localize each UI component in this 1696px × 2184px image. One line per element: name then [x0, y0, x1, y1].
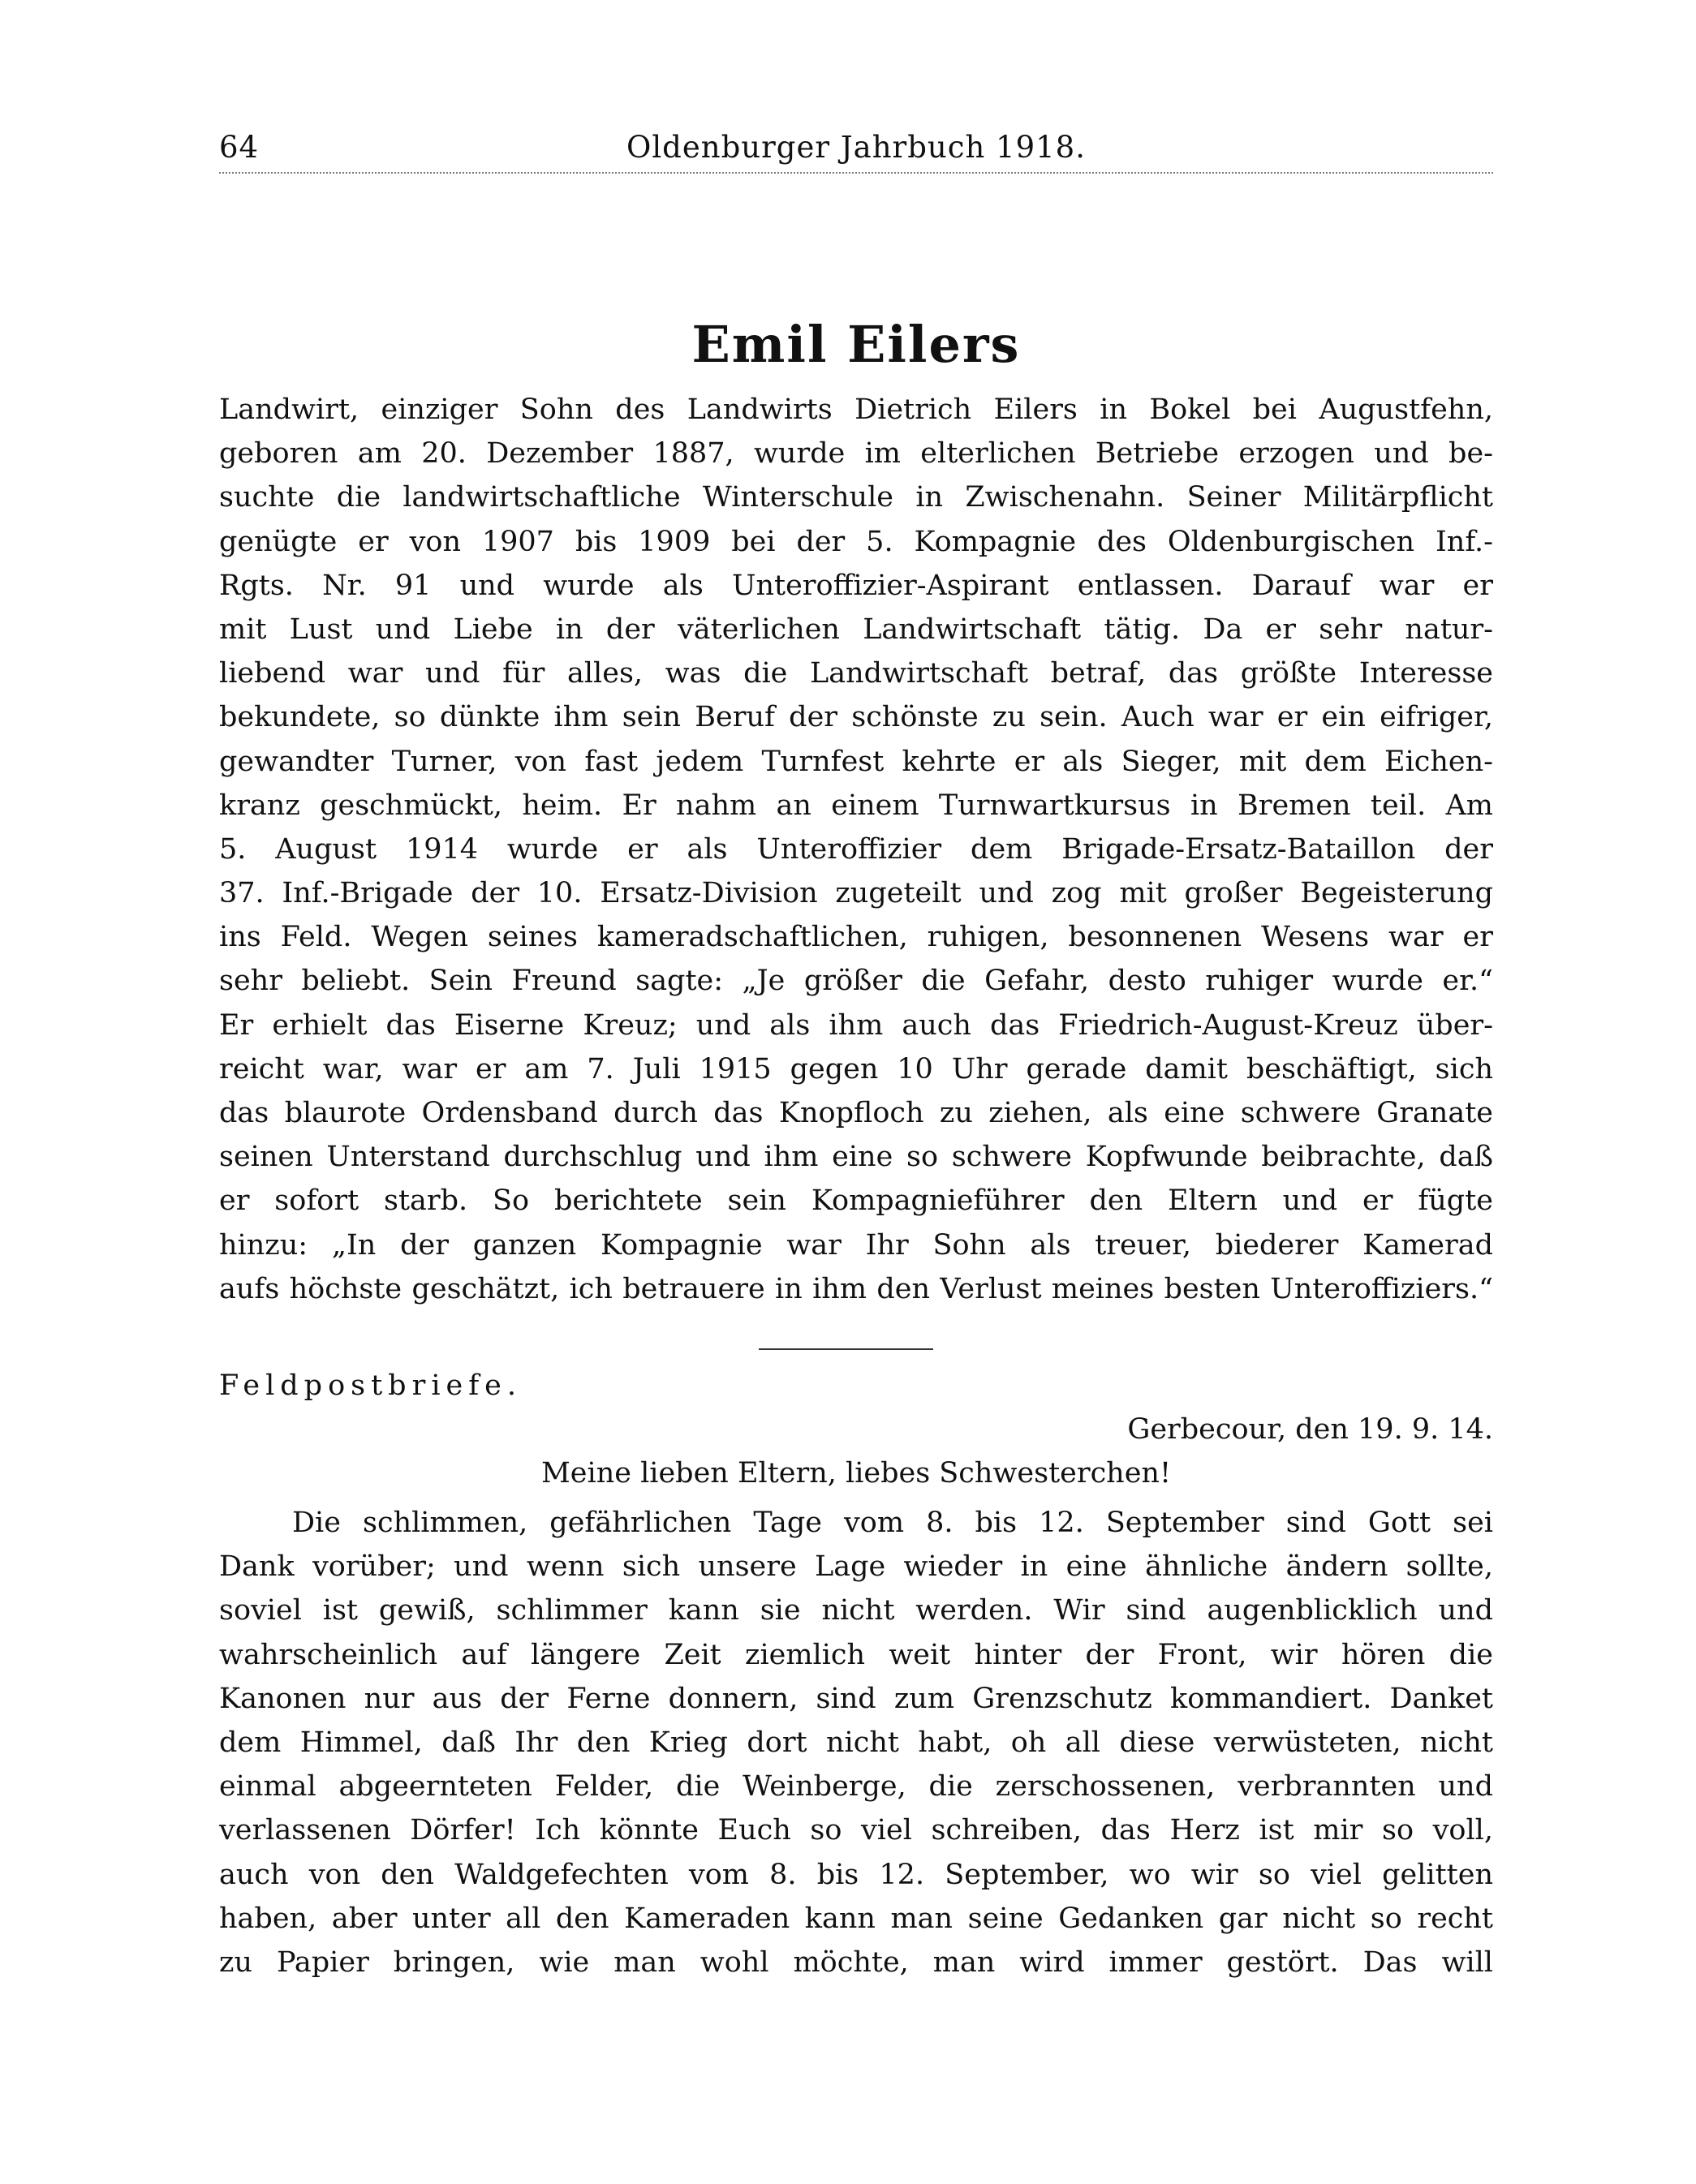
letter-salutation: Meine lieben Eltern, liebes Schwesterchen!: [540, 1457, 1172, 1490]
text-line: das blaurote Ordensband durch das Knopfloch zu ziehen, als eine schwere Granate: [219, 1097, 1493, 1129]
page-header: [219, 130, 1493, 178]
letter-paragraph: [219, 1501, 1493, 1984]
text-line: verlassenen Dörfer! Ich könnte Euch so viel schreiben, das Herz ist mir so voll,: [219, 1814, 1493, 1847]
text-line: soviel ist gewiß, schlimmer kann sie nicht werden. Wir sind augenblicklich und: [219, 1594, 1493, 1627]
text-line: kranz geschmückt, heim. Er nahm an einem Turnwartkursus in Bremen teil. Am: [219, 789, 1493, 822]
text-line: einmal abgeernteten Felder, die Weinberge, die zerschossenen, verbrannten und: [219, 1770, 1493, 1804]
text-line: dem Himmel, daß Ihr den Krieg dort nicht habt, oh all diese verwüsteten, nicht: [219, 1726, 1493, 1759]
text-line: auch von den Waldgefechten vom 8. bis 12. September, wo wir so viel gelitten: [219, 1858, 1493, 1891]
article-title: Emil Eilers: [691, 315, 1021, 374]
section-divider: [759, 1348, 933, 1350]
text-line: seinen Unterstand durchschlug und ihm eine so schwere Kopfwunde beibrachte, daß: [219, 1141, 1493, 1174]
text-line: Er erhielt das Eiserne Kreuz; und als ihm auch das Friedrich-August-Kreuz über-: [219, 1008, 1493, 1042]
text-line: Kanonen nur aus der Ferne donnern, sind zum Grenzschutz kommandiert. Danket: [219, 1682, 1493, 1715]
text-line: Die schlimmen, gefährlichen Tage vom 8. bis 12. September sind Gott sei: [292, 1507, 1493, 1539]
section-heading: Feldpostbriefe.: [219, 1369, 523, 1402]
text-line: ins Feld. Wegen seines kameradschaftlichen, ruhigen, besonnenen Wesens war er: [219, 921, 1493, 954]
text-line: gewandter Turner, von fast jedem Turnfest kehrte er als Sieger, mit dem Eichen-: [219, 745, 1493, 778]
text-line: 37. Inf.-Brigade der 10. Ersatz-Division zugeteilt und zog mit großer Begeisterung: [219, 877, 1493, 910]
text-line: aufs höchste geschätzt, ich betrauere in ihm den Verlust meines besten Unteroffiziers.“: [219, 1272, 1493, 1305]
header-rule: [219, 172, 1493, 174]
text-line: wahrscheinlich auf längere Zeit ziemlich weit hinter der Front, wir hören die: [219, 1638, 1493, 1671]
text-line: bekundete, so dünkte ihm sein Beruf der schönste zu sein. Auch war er ein eifriger,: [219, 701, 1493, 734]
biography-paragraph: [219, 388, 1493, 1311]
page-number: 64: [219, 130, 260, 165]
text-line: hinzu: „In der ganzen Kompagnie war Ihr Sohn als treuer, biederer Kamerad: [219, 1228, 1493, 1262]
running-title: Oldenburger Jahrbuch 1918.: [626, 130, 1086, 165]
letter-dateline: Gerbecour, den 19. 9. 14.: [1127, 1413, 1493, 1446]
text-line: suchte die landwirtschaftliche Winterschule in Zwischenahn. Seiner Militärpflicht: [219, 481, 1493, 514]
text-line: Landwirt, einziger Sohn des Landwirts Dietrich Eilers in Bokel bei Augustfehn,: [219, 393, 1493, 426]
text-line: Rgts. Nr. 91 und wurde als Unteroffizier-Aspirant entlassen. Darauf war er: [219, 569, 1493, 602]
text-line: reicht war, war er am 7. Juli 1915 gegen 10 Uhr gerade damit beschäftigt, sich: [219, 1052, 1493, 1086]
text-line: mit Lust und Liebe in der väterlichen Landwirtschaft tätig. Da er sehr natur-: [219, 613, 1493, 646]
text-line: sehr beliebt. Sein Freund sagte: „Je größer die Gefahr, desto ruhiger wurde er.“: [219, 965, 1493, 998]
text-line: 5. August 1914 wurde er als Unteroffizier dem Brigade-Ersatz-Bataillon der: [219, 832, 1493, 866]
text-line: er sofort starb. So berichtete sein Kompagnieführer den Eltern und er fügte: [219, 1184, 1493, 1218]
text-line: haben, aber unter all den Kameraden kann man seine Gedanken gar nicht so recht: [219, 1902, 1493, 1935]
text-line: zu Papier bringen, wie man wohl möchte, man wird immer gestört. Das will: [219, 1945, 1493, 1979]
text-line: Dank vorüber; und wenn sich unsere Lage wieder in eine ähnliche ändern sollte,: [219, 1550, 1493, 1584]
text-line: liebend war und für alles, was die Landwirtschaft betraf, das größte Interesse: [219, 657, 1493, 690]
text-line: genügte er von 1907 bis 1909 bei der 5. Kompagnie des Oldenburgischen Inf.-: [219, 525, 1493, 558]
text-line: geboren am 20. Dezember 1887, wurde im elterlichen Betriebe erzogen und be-: [219, 437, 1493, 471]
